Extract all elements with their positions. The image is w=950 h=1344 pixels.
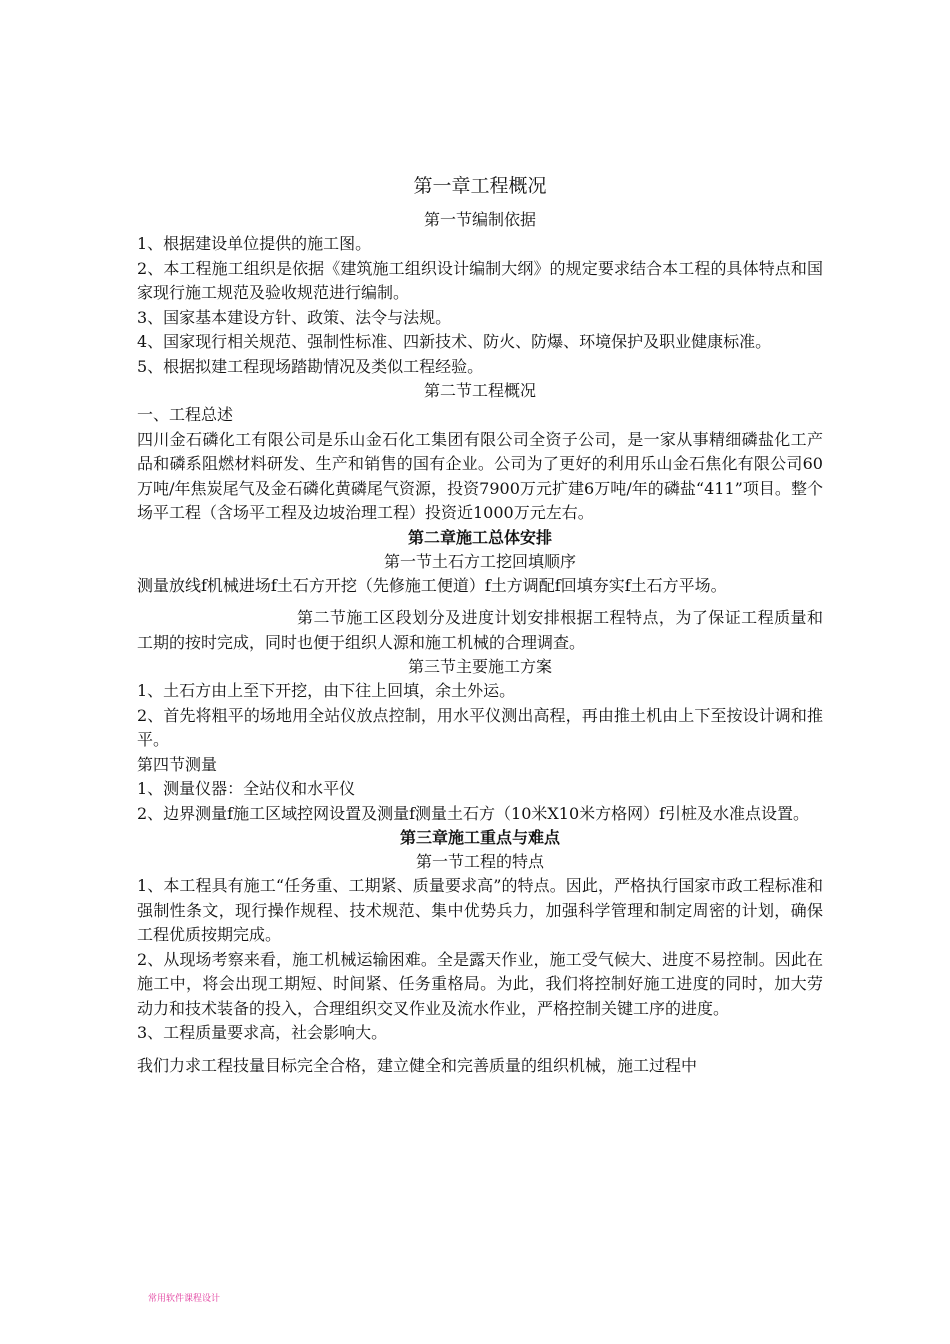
feature-item-1: 1、本工程具有施工“任务重、工期紧、质量要求高”的特点。因此，严格执行国家市政工程标准和强制性条文，现行操作规程、技术规范、集中优势兵力，加强科学管理和制定周密的计划，确保工程优质按期完成。 bbox=[137, 876, 823, 944]
survey-item-1: 1、测量仪器：全站仪和水平仪 bbox=[137, 779, 356, 798]
basis-item-5: 5、根据拟建工程现场踏勘情况及类似工程经验。 bbox=[137, 356, 484, 376]
plan-item-1: 1、土石方由上至下开挖，由下往上回填，余土外运。 bbox=[137, 681, 516, 700]
basis-item-4: 4、国家现行相关规范、强制性标准、四新技术、防火、防爆、环境保护及职业健康标准。 bbox=[137, 332, 772, 351]
footer-watermark: 常用软件课程设计 bbox=[148, 1294, 221, 1304]
section-2-1-text: 测量放线f机械进场f土石方开挖（先修施工便道）f土方调配f回填夯实f土石方平场。 bbox=[137, 575, 727, 595]
section-2-4-heading: 第四节测量 bbox=[137, 754, 218, 774]
basis-item-2: 2、本工程施工组织是依据《建筑施工组织设计编制大纲》的规定要求结合本工程的具体特点和国家现行施工规范及验收规范进行编制。 bbox=[137, 258, 823, 302]
plan-item-2: 2、首先将粗平的场地用全站仪放点控制，用水平仪测出高程，再由推土机由上下至按设计调和推平。 bbox=[137, 705, 823, 749]
chapter-1-title: 第一章工程概况 bbox=[413, 175, 547, 197]
section-2-3-heading: 第三节主要施工方案 bbox=[407, 657, 552, 676]
chapter-2-heading: 第二章施工总体安排 bbox=[407, 527, 552, 547]
basis-item-1: 1、根据建设单位提供的施工图。 bbox=[137, 234, 372, 253]
section-2-2-paragraph: 第二节施工区段划分及进度计划安排根据工程特点，为了保证工程质量和工期的按时完成，同时也便于组织人源和施工机械的合理调查。 bbox=[137, 608, 823, 652]
section-1-1-heading: 第一节编制依据 bbox=[423, 210, 536, 229]
section-2-1-heading: 第一节土石方工挖回填顺序 bbox=[383, 551, 576, 571]
chapter-3-heading: 第三章施工重点与难点 bbox=[399, 828, 560, 847]
document-page bbox=[137, 174, 823, 1078]
closing-paragraph: 我们力求工程技量目标完全合格，建立健全和完善质量的组织机械，施工过程中 bbox=[137, 1055, 698, 1075]
survey-item-2: 2、边界测量f施工区域控网设置及测量f测量土石方（10米X10米方格网）f引桩及水准点设置。 bbox=[137, 803, 810, 823]
feature-item-2: 2、从现场考察来看，施工机械运输困难。全是露天作业，施工受气候大、进度不易控制。因此在施工中，将会出现工期短、时间紧、任务重格局。为此，我们将控制好施工进度的同时，加大劳动力和技术装备的投入，合理组织交叉作业及流水作业，严格控制关键工序的进度。 bbox=[137, 949, 823, 1018]
section-3-1-heading: 第一节工程的特点 bbox=[415, 852, 544, 871]
feature-item-3: 3、工程质量要求高，社会影响大。 bbox=[137, 1023, 388, 1042]
section-1-2-heading: 第二节工程概况 bbox=[423, 381, 536, 400]
basis-item-3: 3、国家基本建设方针、政策、法令与法规。 bbox=[137, 307, 452, 327]
overview-label: 一、工程总述 bbox=[137, 405, 234, 424]
overview-paragraph: 四川金石磷化工有限公司是乐山金石化工集团有限公司全资子公司，是一家从事精细磷盐化工产品和磷系阻燃材料研发、生产和销售的国有企业。公司为了更好的利用乐山金石焦化有限公司60万吨/年焦炭尾气及金石磷化黄磷尾气资源，投资7900万元扩建6万吨/年的磷盐“411”项目。整个场平工程（含场平工程及边坡治理工程）投资近1000万元左右。 bbox=[137, 429, 823, 522]
